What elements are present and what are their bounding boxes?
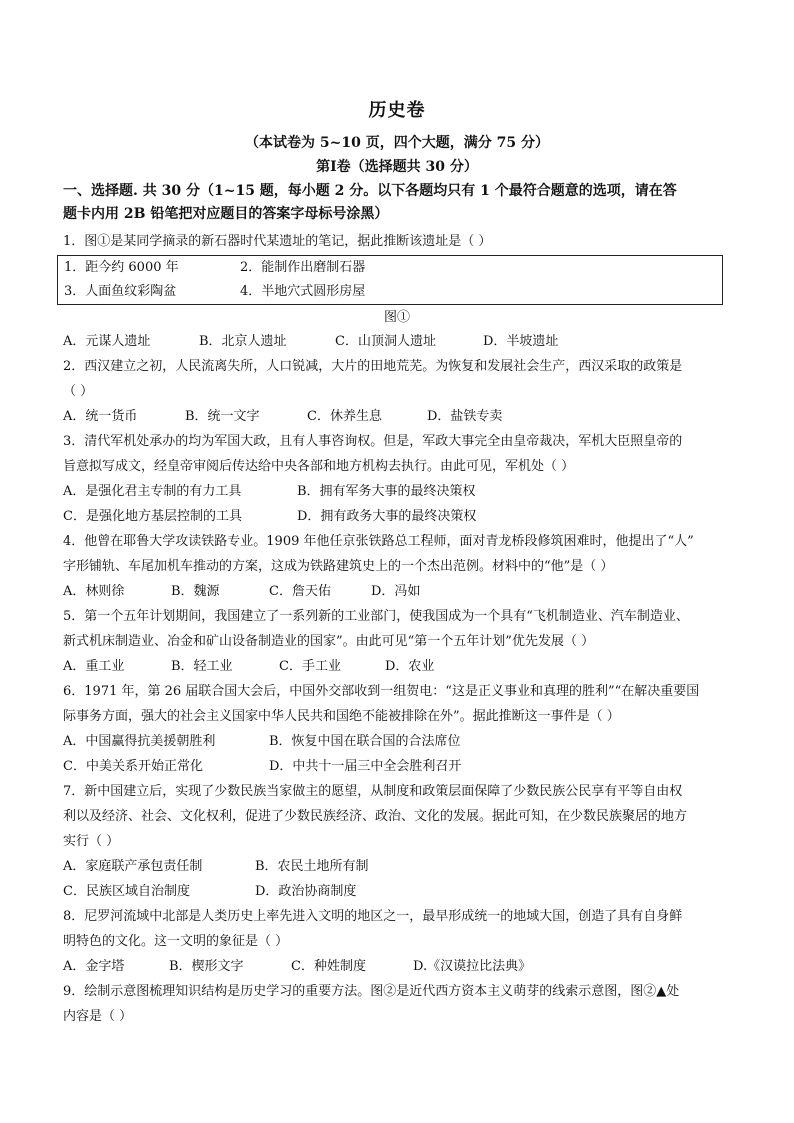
option-b[interactable]: B．农民土地所有制	[255, 859, 369, 874]
question-text: 3．清代军机处承办的均为军国大政，且有人事咨询权。但是，军政大事完全由皇帝裁决，军机大臣照皇帝的	[63, 434, 683, 449]
option-b[interactable]: B．拥有军务大事的最终决策权	[297, 484, 476, 499]
question-text: 4．他曾在耶鲁大学攻读铁路专业。1909 年他任京张铁路总工程师，面对青龙桥段修筑困难时，他提出了“人”	[63, 534, 694, 549]
question-5-stem	[63, 604, 743, 654]
option-b[interactable]: B．楔形文字	[169, 959, 244, 974]
question-text: 5．第一个五年计划期间，我国建立了一系列新的工业部门，使我国成为一个具有“飞机制造业、汽车制造业、	[63, 609, 689, 624]
option-d[interactable]: D．拥有政务大事的最终决策权	[297, 509, 477, 524]
question-text: （ ）	[63, 384, 94, 399]
question-6-stem	[63, 679, 743, 729]
question-9-stem	[63, 979, 743, 1029]
figure-1-caption: 图①	[383, 310, 410, 325]
question-7-stem	[63, 779, 743, 854]
option-a[interactable]: A．是强化君主专制的有力工具	[63, 484, 242, 499]
option-a[interactable]: A．金字塔	[63, 959, 125, 974]
note-item: 4．半地穴式圆形房屋	[240, 284, 366, 299]
option-c[interactable]: C．詹天佑	[269, 584, 331, 599]
question-4-stem	[63, 529, 743, 579]
question-2-stem	[63, 354, 743, 404]
option-c[interactable]: C．是强化地方基层控制的工具	[63, 509, 242, 524]
option-d[interactable]: D．农业	[385, 659, 435, 674]
question-5-options	[63, 654, 743, 679]
question-1-stem	[63, 229, 743, 254]
option-c[interactable]: C．山顶洞人遗址	[335, 334, 436, 349]
question-text: 7．新中国建立后，实现了少数民族当家做主的愿望，从制度和政策层面保障了少数民族公民享有平等自由权	[63, 784, 683, 799]
option-d[interactable]: D.《汉谟拉比法典》	[413, 959, 532, 974]
option-b[interactable]: B．统一文字	[185, 409, 260, 424]
question-text: 1．图①是某同学摘录的新石器时代某遗址的笔记，据此推断该遗址是（ ）	[63, 234, 492, 249]
option-a[interactable]: A．林则徐	[63, 584, 125, 599]
option-c[interactable]: C．休养生息	[307, 409, 382, 424]
option-a[interactable]: A．中国赢得抗美援朝胜利	[63, 734, 216, 749]
question-text: 利以及经济、社会、文化权利，促进了少数民族经济、政治、文化的发展。据此可知，在少数民族聚居的地方	[63, 809, 688, 824]
option-d[interactable]: D．中共十一届三中全会胜利召开	[269, 759, 462, 774]
note-item: 2．能制作出磨制石器	[240, 260, 366, 275]
question-3-options-row2	[63, 504, 743, 529]
question-text: 6．1971 年，第 26 届联合国大会后，中国外交部收到一组贺电：“这是正义事业和真理的胜利”“在解决重要国	[63, 684, 700, 699]
question-text: 8．尼罗河流域中北部是人类历史上率先进入文明的地区之一，最早形成统一的地域大国，创造了具有自身鲜	[63, 909, 683, 924]
option-c[interactable]: C．种姓制度	[291, 959, 366, 974]
question-text: 明特色的文化。这一文明的象征是（ ）	[63, 934, 289, 949]
question-text: 2．西汉建立之初，人民流离失所，人口锐减，大片的田地荒芜。为恢复和发展社会生产，西汉采取的政策是	[63, 359, 683, 374]
section-line: 一、选择题. 共 30 分（1~15 题，每小题 2 分。以下各题均只有 1 个最符合题意的选项，请在答	[63, 183, 677, 199]
option-d[interactable]: D．政治协商制度	[255, 884, 357, 899]
option-a[interactable]: A．统一货币	[63, 409, 138, 424]
exam-subtitle: （本试卷为 5~10 页，四个大题，满分 75 分）	[245, 135, 549, 151]
question-text: 旨意拟写成文，经皇帝审阅后传达给中央各部和地方机构去执行。由此可见，军机处（ ）	[63, 459, 575, 474]
option-b[interactable]: B．北京人遗址	[199, 334, 287, 349]
volume-heading: 第Ⅰ卷（选择题共 30 分）	[316, 159, 478, 175]
question-7-options-row2	[63, 879, 743, 904]
option-d[interactable]: D．盐铁专卖	[427, 409, 503, 424]
question-3-options-row1	[63, 479, 743, 504]
option-a[interactable]: A．家庭联产承包责任制	[63, 859, 203, 874]
option-a[interactable]: A．元谋人遗址	[63, 334, 151, 349]
option-c[interactable]: C．民族区域自治制度	[63, 884, 190, 899]
question-1-options	[63, 329, 743, 354]
option-c[interactable]: C．手工业	[279, 659, 341, 674]
option-d[interactable]: D．半坡遗址	[483, 334, 559, 349]
question-3-stem	[63, 429, 743, 479]
question-text: 内容是（ ）	[63, 1009, 133, 1024]
option-a[interactable]: A．重工业	[63, 659, 125, 674]
note-item: 3．人面鱼纹彩陶盆	[64, 284, 177, 299]
note-item: 1．距今约 6000 年	[64, 260, 179, 275]
option-b[interactable]: B．魏源	[171, 584, 220, 599]
question-6-options-row1	[63, 729, 743, 754]
option-b[interactable]: B．恢复中国在联合国的合法席位	[269, 734, 461, 749]
question-text: 实行（ ）	[63, 834, 120, 849]
option-d[interactable]: D．冯如	[371, 584, 421, 599]
question-4-options	[63, 579, 743, 604]
question-8-options	[63, 954, 743, 979]
question-text: 9．绘制示意图梳理知识结构是历史学习的重要方法。图②是近代西方资本主义萌芽的线索示意图，图②▲处	[63, 984, 680, 999]
section-line: 题卡内用 2B 铅笔把对应题目的答案字母标号涂黑）	[63, 206, 389, 222]
option-b[interactable]: B．轻工业	[171, 659, 233, 674]
question-7-options-row1	[63, 854, 743, 879]
question-text: 新式机床制造业、冶金和矿山设备制造业的国家”。由此可见“第一个五年计划”优先发展（ ）	[63, 634, 595, 649]
figure-1-notes-box	[57, 255, 723, 305]
option-c[interactable]: C．中美关系开始正常化	[63, 759, 203, 774]
question-text: 字形铺轨、车尾加机车推动的方案，这成为铁路建筑史上的一个杰出范例。材料中的“他”是（ ）	[63, 559, 614, 574]
section-heading	[63, 180, 739, 226]
question-2-options	[63, 404, 743, 429]
question-6-options-row2	[63, 754, 743, 779]
exam-title: 历史卷	[368, 100, 426, 121]
question-8-stem	[63, 904, 743, 954]
question-text: 际事务方面，强大的社会主义国家中华人民共和国绝不能被排除在外”。据此推断这一事件是（ ）	[63, 709, 620, 724]
